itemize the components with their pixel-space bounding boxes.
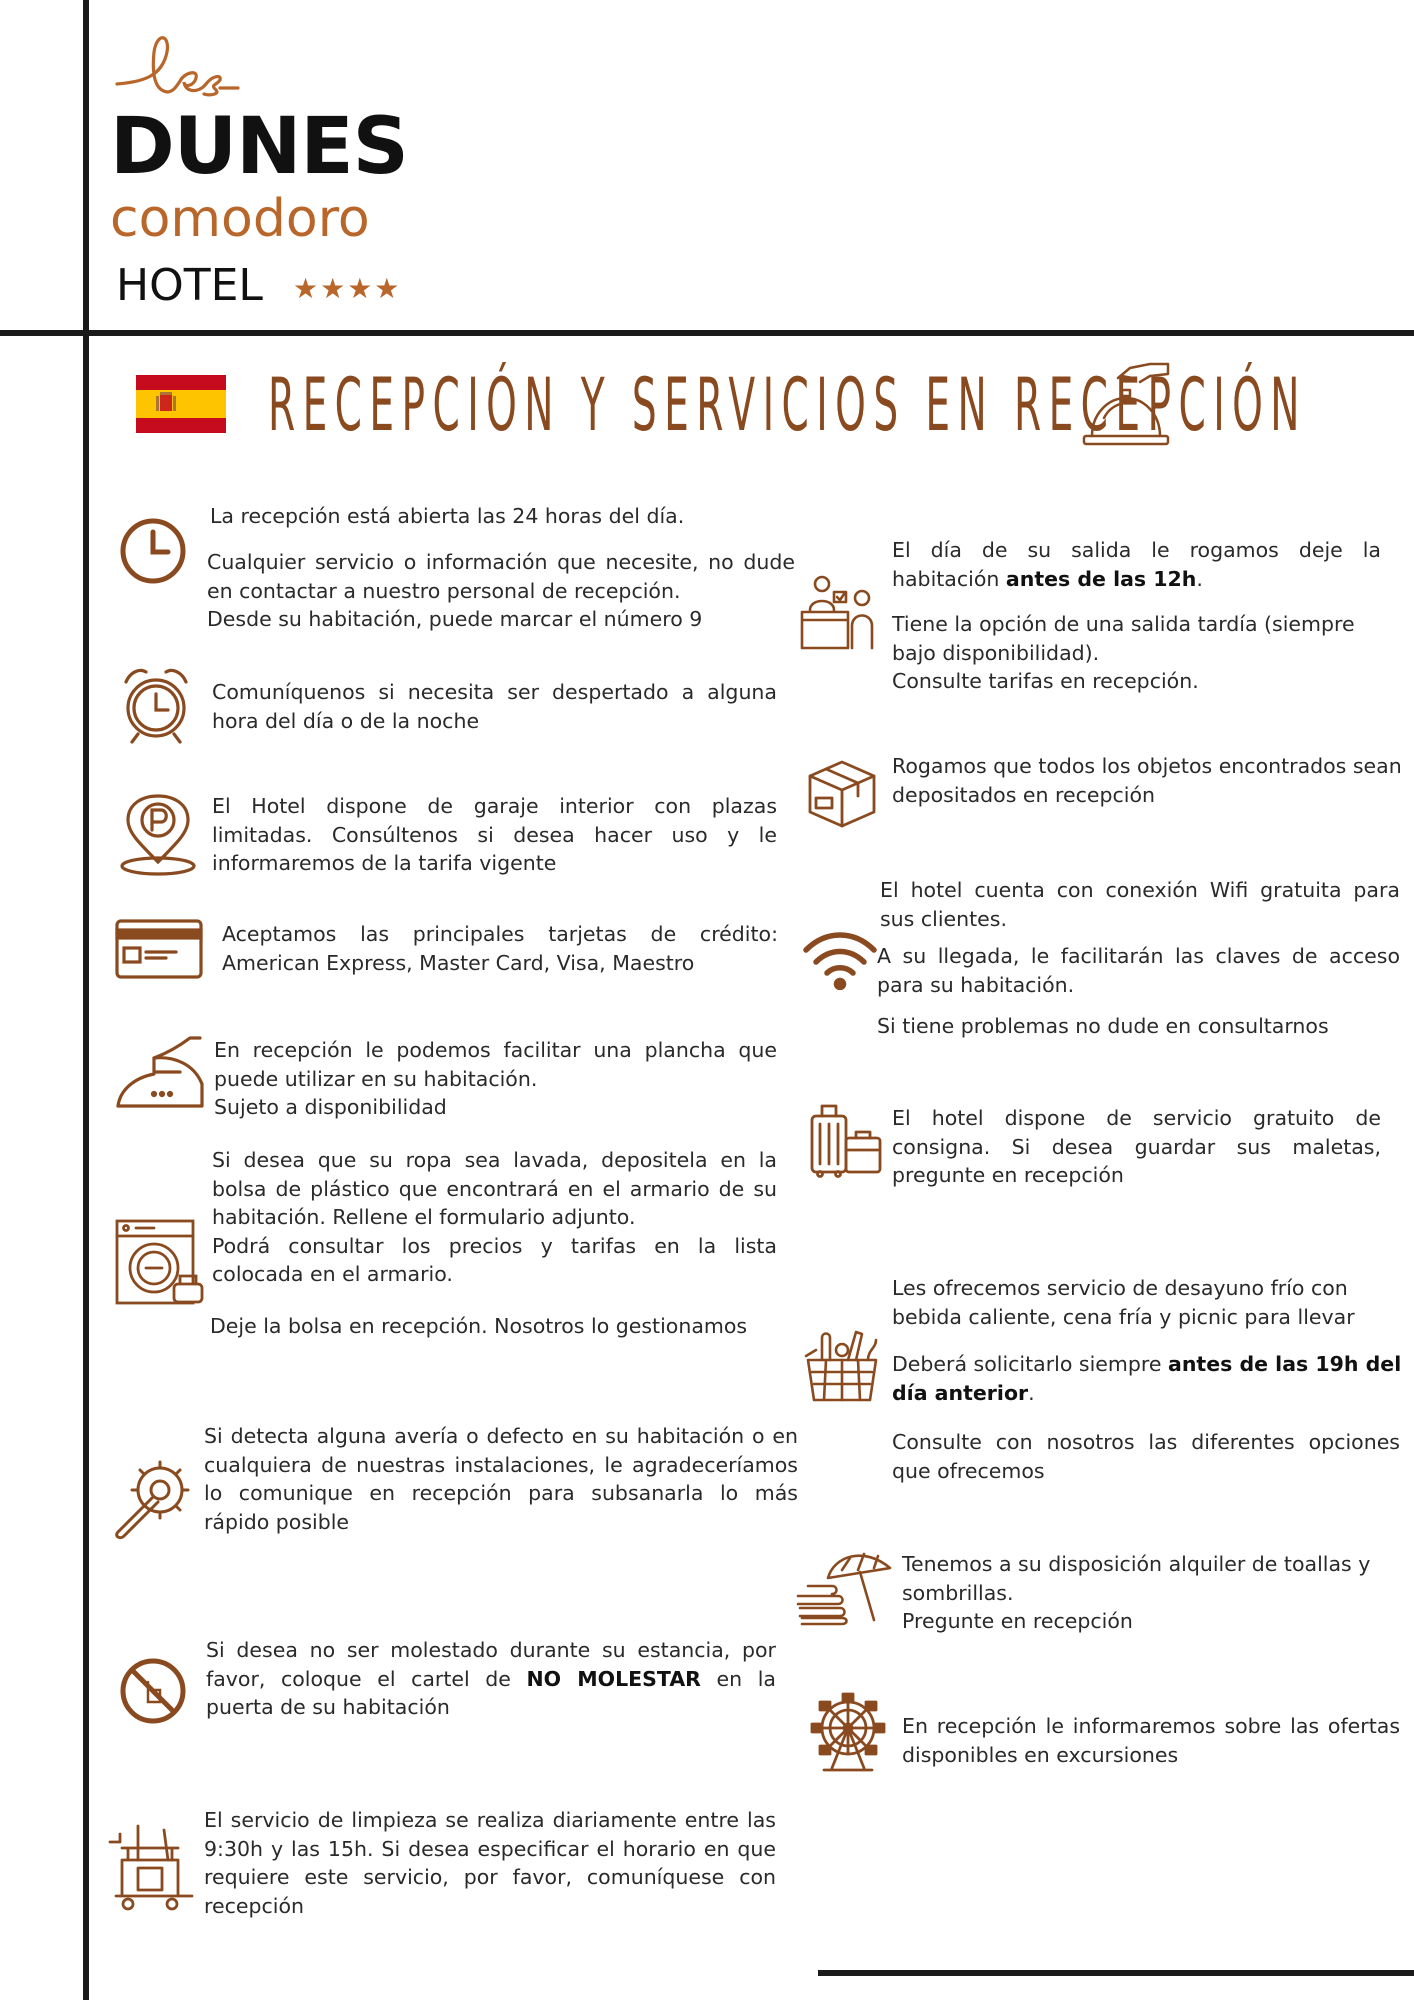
reception-bell-icon: [1078, 358, 1174, 450]
beach-text: [902, 1550, 1402, 1636]
cleaning-text: El servicio de limpieza se realiza diariamente entre las 9:30h y las 15h. Si desea especificar el horario en que requiere este servicio, por favor, comuníquese con recepción: [204, 1808, 776, 1918]
luggage-text: El hotel dispone de servicio gratuito de consigna. Si desea guardar sus maletas, pregunte en recepción: [892, 1106, 1381, 1187]
dnd-text-post: en la puerta de su habitación: [206, 1666, 776, 1719]
ferris-wheel-icon: [808, 1692, 888, 1774]
logo-les-script: [112, 22, 242, 112]
checkout-text-post: .: [1196, 566, 1203, 591]
dnd-text: [206, 1636, 776, 1722]
vertical-rule: [83, 0, 89, 2000]
food-text-2-pre: Deberá solicitarlo siempre: [892, 1352, 1168, 1376]
wifi-text-3: Si tiene problemas no dude en consultarnos: [877, 1014, 1329, 1038]
checkout-text: [892, 536, 1381, 593]
garage-text: El Hotel dispone de garaje interior con plazas limitadas. Consúltenos si desea hacer uso y le informaremos de la tarifa vigente: [212, 794, 777, 875]
excursions-text: En recepción le informaremos sobre las ofertas disponibles en excursiones: [902, 1714, 1400, 1767]
iron-text: [214, 1036, 777, 1122]
do-not-disturb-icon: [118, 1656, 188, 1726]
wifi-text-1: El hotel cuenta con conexión Wifi gratuita para sus clientes.: [880, 878, 1400, 931]
clock-icon: [118, 516, 188, 586]
food-text-2: [892, 1350, 1402, 1407]
beach-line-1: Tenemos a su disposición alquiler de toallas y sombrillas.: [902, 1552, 1371, 1605]
logo-hotel: HOTEL: [116, 260, 263, 311]
spain-flag-icon: [136, 375, 226, 433]
page-title: RECEPCIÓN Y SERVICIOS EN RECEPCIÓN: [268, 361, 1307, 448]
parking-icon: [118, 792, 198, 878]
checkout-desk-icon: [800, 574, 880, 650]
cleaning-cart-icon: [108, 1820, 200, 1912]
late-checkout-rates-line: Consulte tarifas en recepción.: [892, 669, 1199, 693]
lost-objects-text: Rogamos que todos los objetos encontrados sean depositados en recepción: [892, 754, 1402, 807]
star-rating: ★★★★: [293, 273, 402, 304]
late-checkout-line: Tiene la opción de una salida tardía (siempre bajo disponibilidad).: [892, 612, 1355, 665]
reception-contact-line: Cualquier servicio o información que necesite, no dude en contactar a nuestro personal de recepción.: [207, 550, 795, 603]
washing-machine-icon: [114, 1218, 206, 1306]
logo-comodoro: comodoro: [110, 189, 370, 249]
wakeup-text: Comuníquenos si necesita ser despertado a alguna hora del día o de la noche: [212, 680, 777, 733]
header-rule: [0, 330, 1414, 336]
repair-text: Si detecta alguna avería o defecto en su habitación o en cualquiera de nuestras instalaciones, le agradeceríamos lo comunique en recepción para subsanarla lo más rápido posible: [204, 1424, 798, 1534]
food-text-1: Les ofrecemos servicio de desayuno frío con bebida caliente, cena fría y picnic para llevar: [892, 1276, 1355, 1329]
laundry-line-2: Podrá consultar los precios y tarifas en la lista colocada en el armario.: [212, 1233, 777, 1286]
food-text-2-post: .: [1028, 1380, 1035, 1405]
laundry-text: [212, 1146, 777, 1289]
dnd-bold: NO MOLESTAR: [526, 1666, 701, 1691]
food-bold: antes de las 19h del día anterior: [892, 1352, 1402, 1405]
dnd-text-pre: Si desea no ser molestado durante su estancia, por favor, coloque el cartel de: [206, 1638, 776, 1691]
wifi-text-2: A su llegada, le facilitarán las claves de acceso para su habitación.: [877, 944, 1400, 997]
credit-card-icon: [114, 918, 204, 980]
alarm-clock-icon: [120, 664, 192, 744]
iron-line: En recepción le podemos facilitar una plancha que puede utilizar en su habitación.: [214, 1038, 777, 1091]
cards-text: Aceptamos las principales tarjetas de crédito: American Express, Master Card, Visa, Maestro: [222, 922, 778, 975]
lost-box-icon: [806, 756, 878, 830]
wifi-icon: [802, 930, 878, 990]
repair-tools-icon: [108, 1450, 200, 1542]
picnic-basket-icon: [802, 1326, 882, 1404]
reception-hours-text: La recepción está abierta las 24 horas del día.: [210, 504, 685, 528]
iron-icon: [114, 1034, 206, 1114]
food-text-3: Consulte con nosotros las diferentes opciones que ofrecemos: [892, 1430, 1400, 1483]
beach-line-2: Pregunte en recepción: [902, 1609, 1133, 1633]
luggage-icon: [808, 1102, 882, 1178]
iron-availability-line: Sujeto a disponibilidad: [214, 1095, 447, 1119]
laundry-return-text: Deje la bolsa en recepción. Nosotros lo gestionamos: [210, 1314, 748, 1338]
reception-contact-text: [207, 548, 795, 634]
reception-phone-line: Desde su habitación, puede marcar el número 9: [207, 607, 703, 631]
laundry-line-1: Si desea que su ropa sea lavada, depositela en la bolsa de plástico que encontrará en el armario de su habitación. Rellene el formulario adjunto.: [212, 1148, 777, 1229]
beach-umbrella-icon: [794, 1548, 898, 1626]
footer-rule: [818, 1970, 1414, 1976]
late-checkout-text: [892, 610, 1392, 696]
checkout-text-pre: El día de su salida le rogamos deje la habitación: [892, 538, 1381, 591]
logo-dunes: DUNES: [110, 102, 408, 192]
checkout-bold: antes de las 12h: [1005, 566, 1197, 591]
